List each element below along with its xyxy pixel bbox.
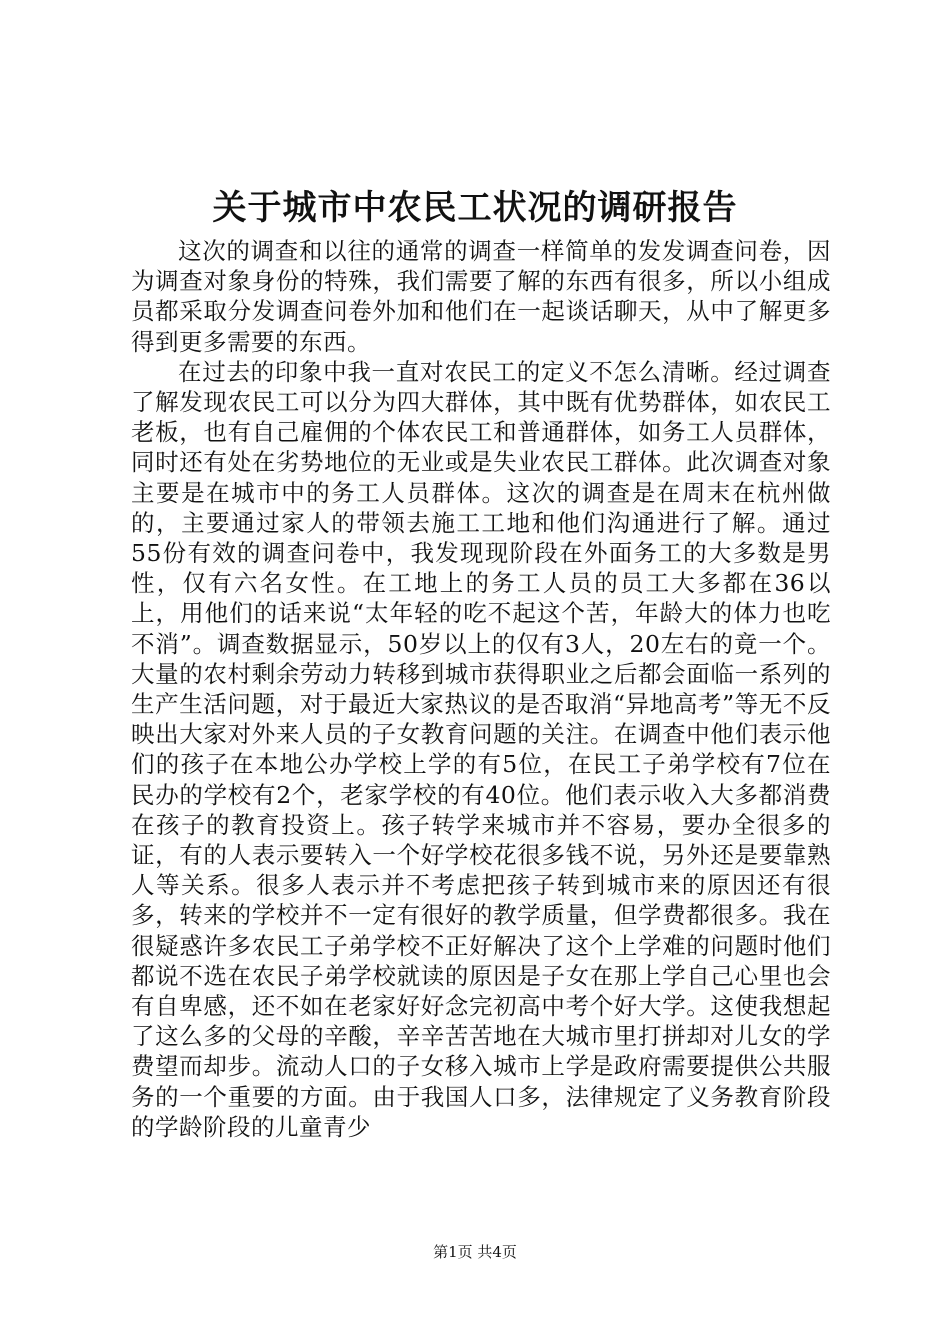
document-body [131, 236, 831, 1142]
paragraph-1: 这次的调查和以往的通常的调查一样简单的发发调查问卷，因为调查对象身份的特殊，我们需要了解的东西有很多，所以小组成员都采取分发调查问卷外加和他们在一起谈话聊天，从中了解更多得到更多需要的东西。 [131, 237, 831, 356]
document-title: 关于城市中农民工状况的调研报告 [212, 188, 738, 228]
page-footer: 第1页 共4页 [433, 1243, 517, 1261]
paragraph-2: 在过去的印象中我一直对农民工的定义不怎么清晰。经过调查了解发现农民工可以分为四大群体，其中既有优势群体，如农民工老板，也有自己雇佣的个体农民工和普通群体，如务工人员群体，同时还有处在劣势地位的无业或是失业农民工群体。此次调查对象主要是在城市中的务工人员群体。这次的调查是在周末在杭州做的，主要通过家人的带领去施工工地和他们沟通进行了解。通过55份有效的调查问卷中，我发现现阶段在外面务工的大多数是男性，仅有六名女性。在工地上的务工人员的员工大多都在36以上，用他们的话来说“太年轻的吃不起这个苦，年龄大的体力也吃不消”。调查数据显示，50岁以上的仅有3人，20左右的竟一个。大量的农村剩余劳动力转移到城市获得职业之后都会面临一系列的生产生活问题，对于最近大家热议的是否取消“异地高考”等无不反映出大家对外来人员的子女教育问题的关注。在调查中他们表示他们的孩子在本地公办学校上学的有5位，在民工子弟学校有7位在民办的学校有2个，老家学校的有40位。他们表示收入大多都消费在孩子的教育投资上。孩子转学来城市并不容易，要办全很多的证，有的人表示要转入一个好学校花很多钱不说，另外还是要靠熟人等关系。很多人表示并不考虑把孩子转到城市来的原因还有很多，转来的学校并不一定有很好的教学质量，但学费都很多。我在很疑惑许多农民工子弟学校不正好解决了这个上学难的问题时他们都说不选在农民子弟学校就读的原因是子女在那上学自己心里也会有自卑感，还不如在老家好好念完初高中考个好大学。这使我想起了这么多的父母的辛酸，辛辛苦苦地在大城市里打拼却对儿女的学费望而却步。流动人口的子女移入城市上学是政府需要提供公共服务的一个重要的方面。由于我国人口多，法律规定了义务教育阶段的学龄阶段的儿童青少 [131, 357, 831, 1141]
